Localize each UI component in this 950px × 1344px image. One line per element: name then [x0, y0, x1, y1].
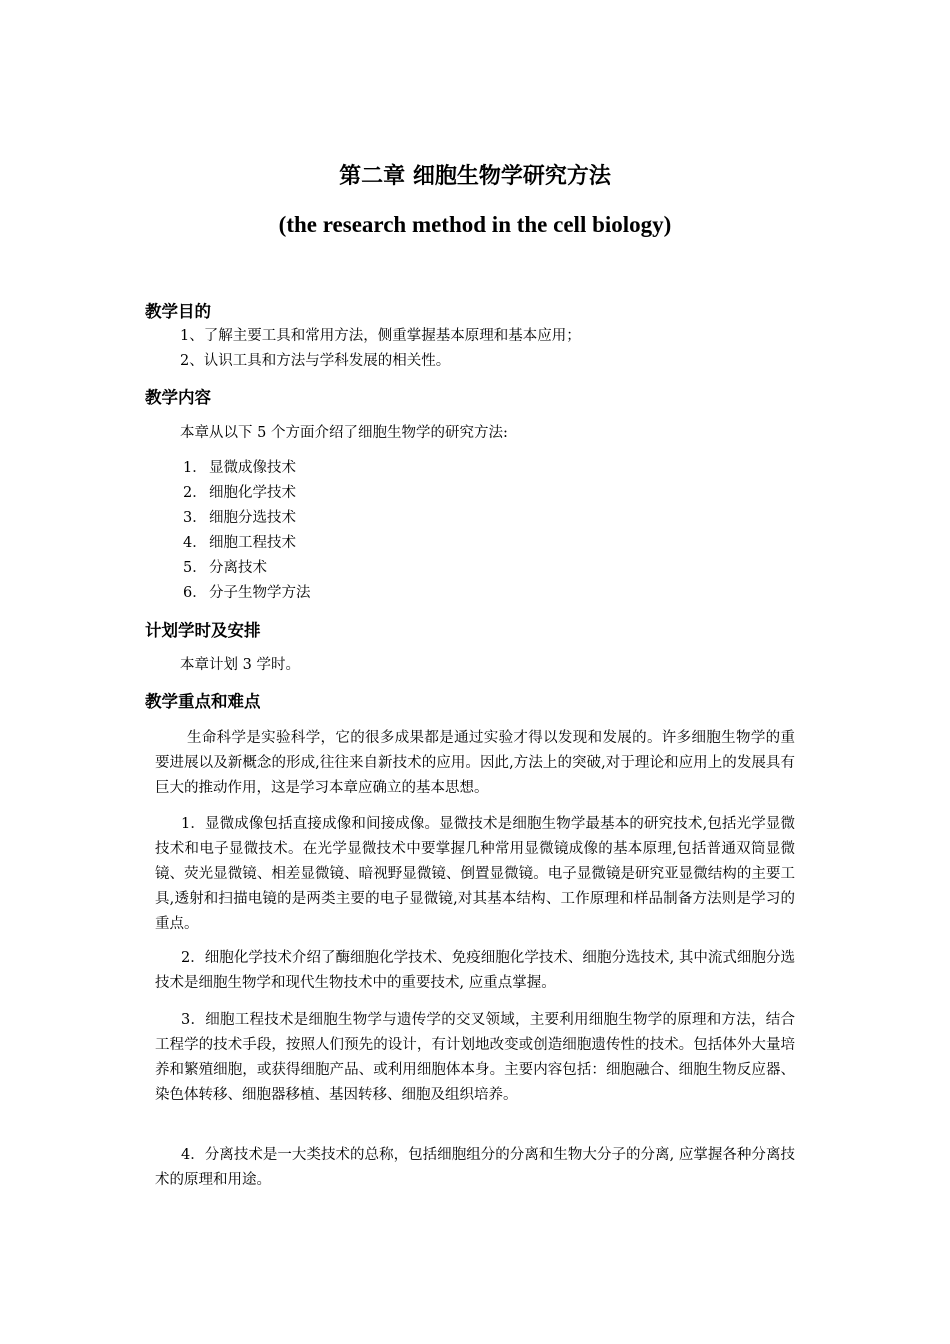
- heading-key-points: 教学重点和难点: [145, 692, 261, 711]
- content-list-item: [183, 582, 311, 604]
- list-text: 分离技术: [209, 560, 267, 576]
- list-number: 1．: [183, 460, 207, 476]
- content-list-item: [183, 507, 296, 529]
- heading-teaching-content: 教学内容: [145, 388, 211, 407]
- list-number: 4．: [183, 535, 207, 551]
- list-number: 5．: [183, 560, 207, 576]
- content-list-item: [183, 482, 296, 504]
- key-points-paragraph: 生命科学是实验科学，它的很多成果都是通过实验才得以发现和发展的。许多细胞生物学的重要进展以及新概念的形成,往往来自新技术的应用。因此,方法上的突破,对于理论和应用上的发展具有巨大的推动作用，这是学习本章应确立的基本思想。: [155, 730, 795, 796]
- objective-item: 2、认识工具和方法与学科发展的相关性。: [180, 353, 451, 369]
- list-number: 3．: [183, 510, 207, 526]
- list-text: 分子生物学方法: [209, 585, 311, 601]
- content-intro: 本章从以下 5 个方面介绍了细胞生物学的研究方法:: [180, 425, 508, 441]
- schedule-text: 本章计划 3 学时。: [180, 657, 300, 673]
- list-text: 细胞工程技术: [209, 535, 296, 551]
- key-points-paragraph: 4．分离技术是一大类技术的总称，包括细胞组分的分离和生物大分子的分离, 应掌握各种分离技术的原理和用途。: [155, 1147, 795, 1188]
- list-number: 2．: [183, 485, 207, 501]
- key-points-paragraph: 1．显微成像包括直接成像和间接成像。显微技术是细胞生物学最基本的研究技术,包括光学显微技术和电子显微技术。在光学显微技术中要掌握几种常用显微镜成像的基本原理,包括普通双筒显微镜、荧光显微镜、相差显微镜、暗视野显微镜、倒置显微镜。电子显微镜是研究亚显微结构的主要工具,透射和扫描电镜的是两类主要的电子显微镜,对其基本结构、工作原理和样品制备方法则是学习的重点。: [155, 816, 795, 932]
- heading-teaching-objectives: 教学目的: [145, 302, 211, 321]
- list-text: 显微成像技术: [209, 460, 296, 476]
- chapter-title: 第二章 细胞生物学研究方法: [339, 164, 611, 189]
- list-text: 细胞分选技术: [209, 510, 296, 526]
- list-text: 细胞化学技术: [209, 485, 296, 501]
- content-list-item: [183, 457, 296, 479]
- heading-schedule: 计划学时及安排: [145, 621, 261, 640]
- list-number: 6．: [183, 585, 207, 601]
- content-list-item: [183, 532, 296, 554]
- content-list-item: [183, 557, 267, 579]
- key-points-paragraph: 2．细胞化学技术介绍了酶细胞化学技术、免疫细胞化学技术、细胞分选技术, 其中流式细胞分选技术是细胞生物学和现代生物技术中的重要技术, 应重点掌握。: [155, 950, 795, 991]
- key-points-paragraph: 3．细胞工程技术是细胞生物学与遗传学的交叉领域，主要利用细胞生物学的原理和方法，结合工程学的技术手段，按照人们预先的设计，有计划地改变或创造细胞遗传性的技术。包括体外大量培养和繁殖细胞，或获得细胞产品、或利用细胞体本身。主要内容包括：细胞融合、细胞生物反应器、染色体转移、细胞器移植、基因转移、细胞及组织培养。: [155, 1012, 795, 1103]
- chapter-subtitle-english: (the research method in the cell biology): [278, 212, 672, 237]
- objective-item: 1、了解主要工具和常用方法，侧重掌握基本原理和基本应用；: [180, 328, 581, 344]
